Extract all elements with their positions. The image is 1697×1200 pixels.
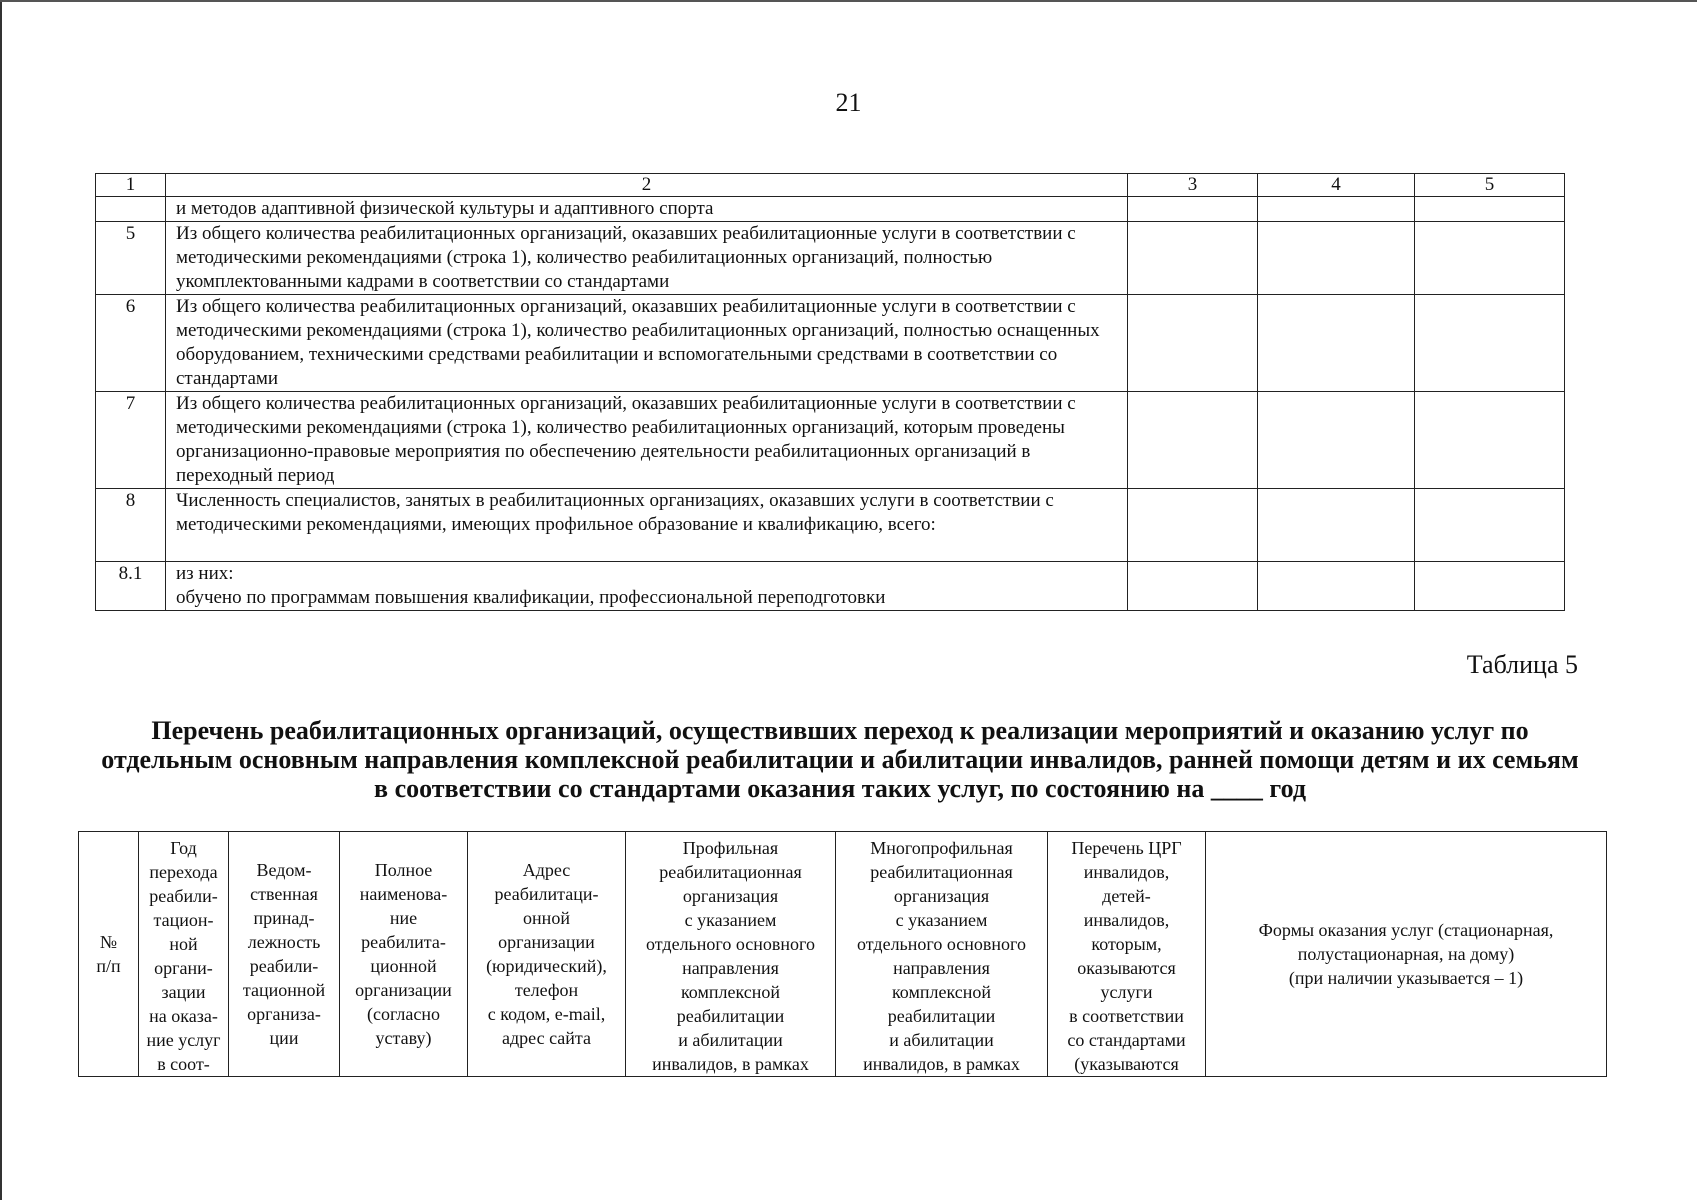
table5-header-row — [79, 832, 1607, 1077]
value-cell — [1415, 222, 1565, 295]
value-cell — [1258, 222, 1415, 295]
value-cell — [1128, 489, 1258, 562]
row-description: Из общего количества реабилитационных организаций, оказавших реабилитационные услуги в соответствии с методическими рекомендациями (строка 1), количество реабилитационных организаций, полностью оснащенных оборудованием, техническими средствами реабилитации и вспомогательными средствами в соответствии со стандартами — [166, 295, 1128, 392]
table-row — [96, 197, 1565, 222]
table5-header — [78, 831, 1607, 1077]
table-label: Таблица 5 — [1466, 650, 1578, 679]
column-header-specialized-org: Профильная реабилитационная организация с указанием отдельного основного направления комплексной реабилитации и абилитации инвалидов, в рамках — [626, 832, 836, 1077]
table-row — [96, 222, 1565, 295]
row-description: Из общего количества реабилитационных организаций, оказавших реабилитационные услуги в соответствии с методическими рекомендациями (строка 1), количество реабилитационных организаций, которым проведены организационно-правовые мероприятия по обеспечению деятельности реабилитационных организаций в переходный период — [166, 392, 1128, 489]
row-number: 7 — [96, 392, 166, 489]
column-number-4: 4 — [1258, 174, 1415, 197]
value-cell — [1128, 197, 1258, 222]
value-cell — [1258, 295, 1415, 392]
row-description: и методов адаптивной физической культуры и адаптивного спорта — [166, 197, 1128, 222]
value-cell — [1128, 295, 1258, 392]
table-title: Перечень реабилитационных организаций, осуществивших переход к реализации мероприятий и оказанию услуг по отдельным основным направления комплексной реабилитации и абилитации инвалидов, ранней помощи детям и их семьям в соответствии со стандартами оказания таких услуг, по состоянию на ____ год — [101, 716, 1579, 803]
row-description: Из общего количества реабилитационных организаций, оказавших реабилитационные услуги в соответствии с методическими рекомендациями (строка 1), количество реабилитационных организаций, полностью укомплектованными кадрами в соответствии со стандартами — [166, 222, 1128, 295]
page-edge-left — [0, 0, 2, 1200]
value-cell — [1128, 222, 1258, 295]
column-number-1: 1 — [96, 174, 166, 197]
value-cell — [1258, 562, 1415, 611]
table-row — [96, 392, 1565, 489]
column-number-5: 5 — [1415, 174, 1565, 197]
row-description: Численность специалистов, занятых в реабилитационных организациях, оказавших услуги в соответствии с методическими рекомендациями, имеющих профильное образование и квалификацию, всего: — [166, 489, 1128, 562]
column-header-full-name: Полное наименова- ние реабилита- ционной организации (согласно уставу) — [340, 832, 468, 1077]
value-cell — [1415, 197, 1565, 222]
continued-table-header-row — [96, 174, 1565, 197]
column-number-3: 3 — [1128, 174, 1258, 197]
value-cell — [1258, 392, 1415, 489]
value-cell — [1258, 197, 1415, 222]
column-header-multi-profile-org: Многопрофильная реабилитационная организация с указанием отдельного основного направления комплексной реабилитации и абилитации инвалидов, в рамках — [836, 832, 1048, 1077]
value-cell — [1415, 489, 1565, 562]
row-description: из них: обучено по программам повышения квалификации, профессиональной переподготовки — [166, 562, 1128, 611]
value-cell — [1128, 392, 1258, 489]
value-cell — [1128, 562, 1258, 611]
page-number: 21 — [835, 88, 862, 117]
continued-table — [95, 173, 1565, 611]
column-header-department: Ведом- ственная принад- лежность реабили- тационной организа- ции — [229, 832, 340, 1077]
value-cell — [1415, 392, 1565, 489]
value-cell — [1415, 295, 1565, 392]
row-number: 8.1 — [96, 562, 166, 611]
row-number: 5 — [96, 222, 166, 295]
page-edge-top — [0, 0, 1697, 2]
table-row — [96, 489, 1565, 562]
column-header-number: № п/п — [79, 832, 139, 1077]
column-header-target-groups: Перечень ЦРГ инвалидов, детей- инвалидов, которым, оказываются услуги в соответствии со стандартами (указываются — [1048, 832, 1206, 1077]
value-cell — [1258, 489, 1415, 562]
row-number: 6 — [96, 295, 166, 392]
table-row — [96, 295, 1565, 392]
row-number: 8 — [96, 489, 166, 562]
column-number-2: 2 — [166, 174, 1128, 197]
value-cell — [1415, 562, 1565, 611]
column-header-transition-year: Год перехода реабили- тацион- ной органи- зации на оказа- ние услуг в соот- — [139, 832, 229, 1077]
column-header-address: Адрес реабилитаци- онной организации (юридический), телефон с кодом, e-mail, адрес сайта — [468, 832, 626, 1077]
column-header-service-forms: Формы оказания услуг (стационарная, полустационарная, на дому) (при наличии указывается – 1) — [1206, 832, 1607, 1077]
row-number — [96, 197, 166, 222]
table-row — [96, 562, 1565, 611]
